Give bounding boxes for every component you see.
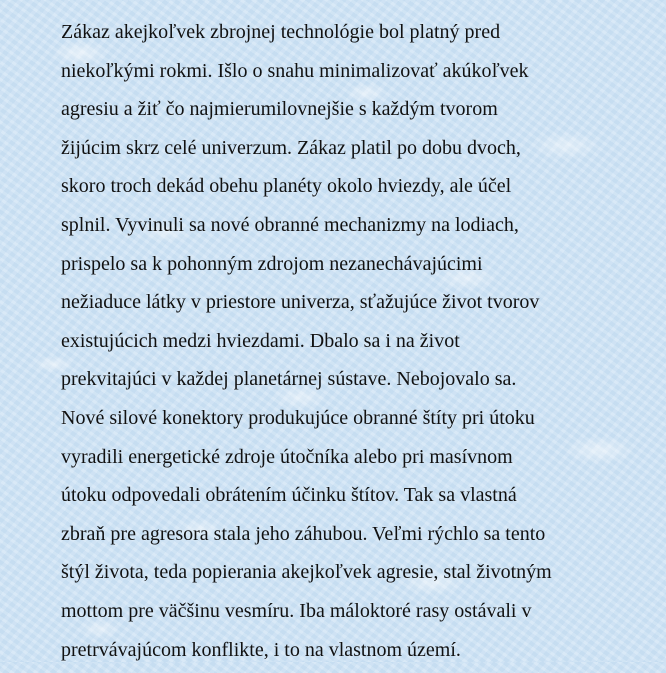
text-line-11: Nové silové konektory produkujúce obranné štíty pri útoku [61, 403, 621, 442]
text-line-7: prispelo sa k pohonným zdrojom nezanechávajúcimi [61, 249, 621, 288]
text-line-6: splnil. Vyvinuli sa nové obranné mechanizmy na lodiach, [61, 210, 621, 249]
text-line-5: skoro troch dekád obehu planéty okolo hviezdy, ale účel [61, 171, 621, 210]
text-line-4: žijúcim skrz celé univerzum. Zákaz platil po dobu dvoch, [61, 133, 621, 172]
text-line-12: vyradili energetické zdroje útočníka alebo pri masívnom [61, 442, 621, 481]
text-line-2: niekoľkými rokmi. Išlo o snahu minimalizovať akúkoľvek [61, 56, 621, 95]
story-paragraph [61, 17, 621, 673]
text-line-10: prekvitajúci v každej planetárnej sústave. Nebojovalo sa. [61, 364, 621, 403]
text-line-15: štýl života, teda popierania akejkoľvek agresie, stal životným [61, 557, 621, 596]
text-line-8: nežiaduce látky v priestore univerza, sťažujúce život tvorov [61, 287, 621, 326]
text-line-9: existujúcich medzi hviezdami. Dbalo sa i na život [61, 326, 621, 365]
text-line-3: agresiu a žiť čo najmierumilovnejšie s každým tvorom [61, 94, 621, 133]
text-line-16: mottom pre väčšinu vesmíru. Iba máloktoré rasy ostávali v [61, 596, 621, 635]
text-line-14: zbraň pre agresora stala jeho záhubou. Veľmi rýchlo sa tento [61, 519, 621, 558]
text-line-1: Zákaz akejkoľvek zbrojnej technológie bol platný pred [61, 17, 621, 56]
text-line-13: útoku odpovedali obrátením účinku štítov. Tak sa vlastná [61, 480, 621, 519]
text-line-17: pretrvávajúcom konflikte, i to na vlastnom území. [61, 635, 621, 673]
